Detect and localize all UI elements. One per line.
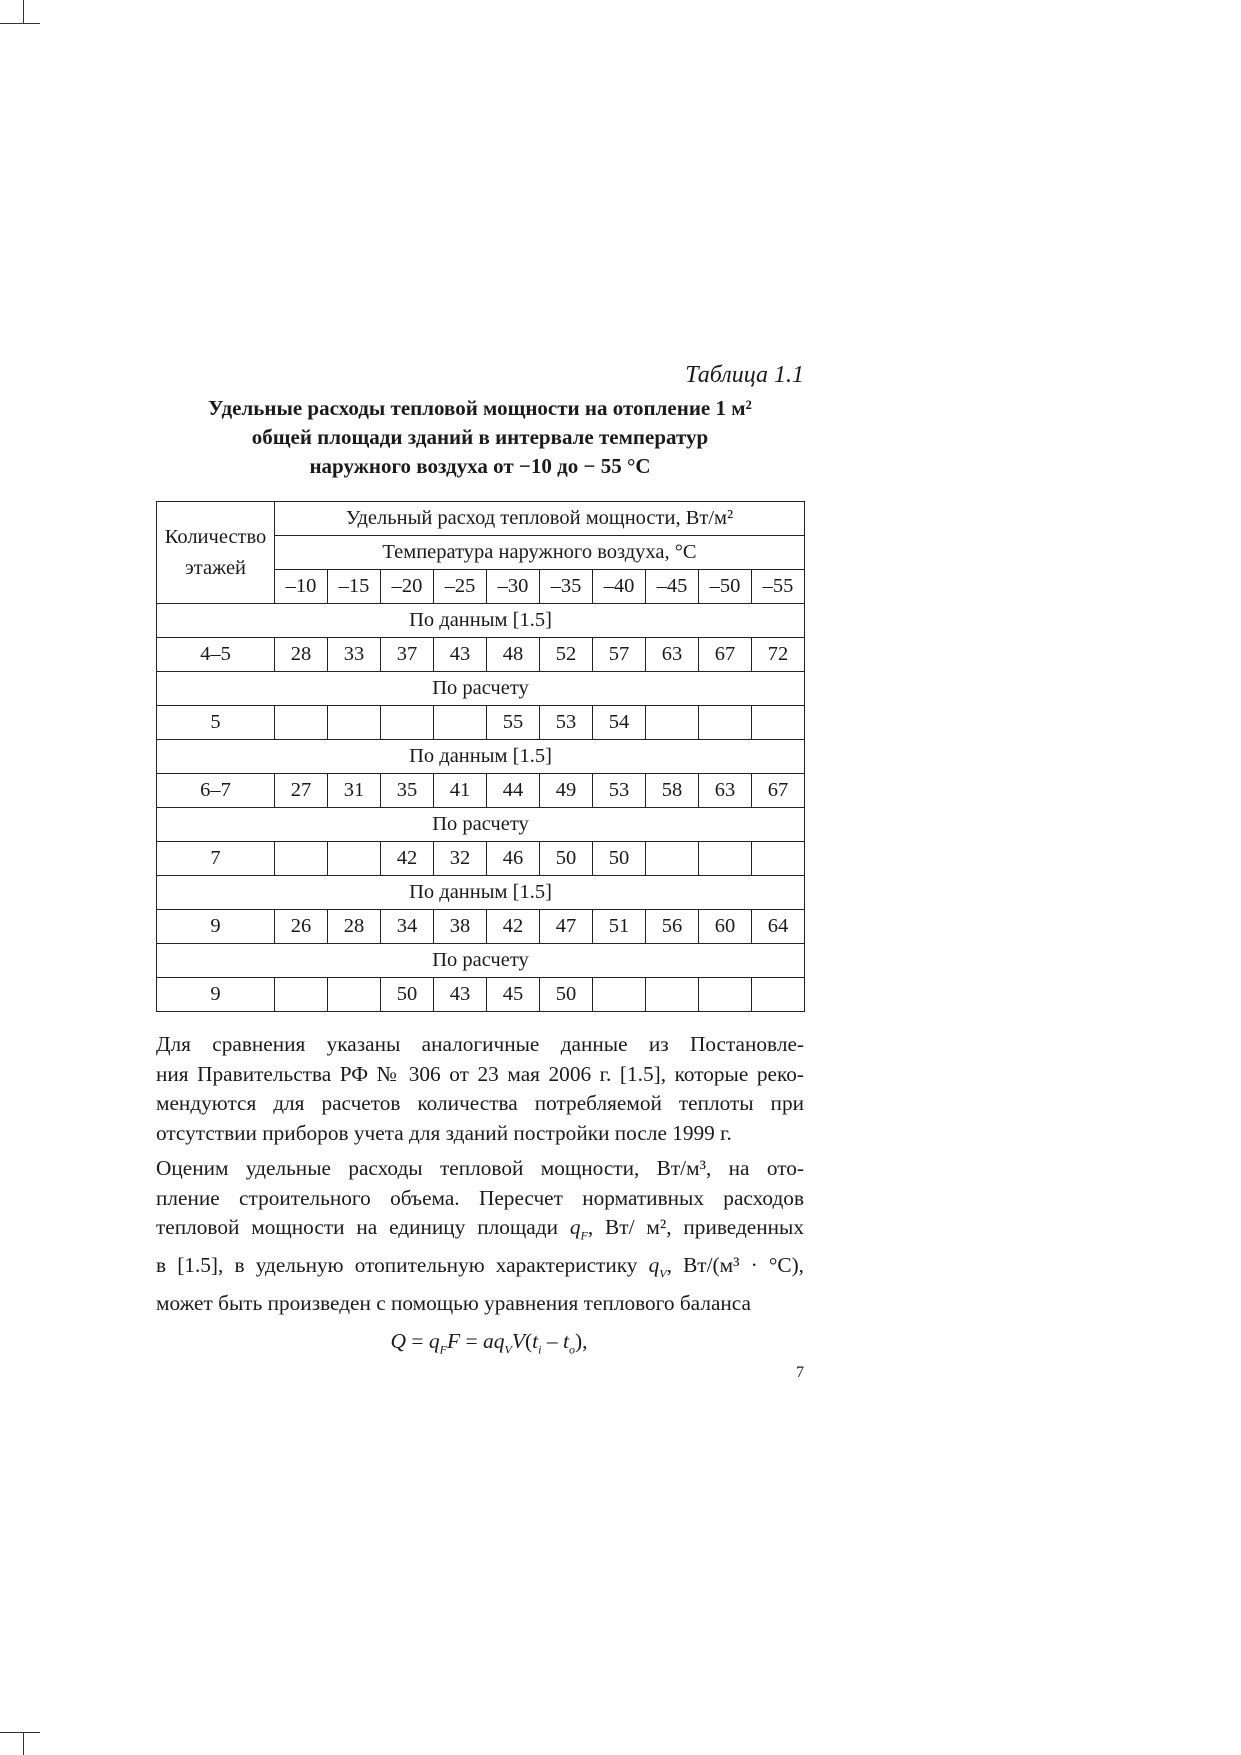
value-cell: 56 bbox=[646, 910, 699, 944]
value-cell bbox=[646, 706, 699, 740]
value-cell: 26 bbox=[275, 910, 328, 944]
value-cell bbox=[752, 842, 805, 876]
value-cell: 63 bbox=[646, 638, 699, 672]
value-cell: 33 bbox=[328, 638, 381, 672]
floors-cell: 9 bbox=[157, 978, 275, 1012]
value-cell: 27 bbox=[275, 774, 328, 808]
paragraph-2 bbox=[156, 1154, 804, 1318]
value-cell bbox=[328, 842, 381, 876]
value-cell: 51 bbox=[593, 910, 646, 944]
value-cell bbox=[646, 978, 699, 1012]
table-title-line-2: общей площади зданий в интервале температур bbox=[251, 425, 709, 449]
value-cell: 32 bbox=[434, 842, 487, 876]
section-row bbox=[157, 876, 805, 910]
p1-line-3: мендуются для расчетов количества потребляемой теплоты при bbox=[156, 1091, 804, 1115]
value-cell bbox=[699, 842, 752, 876]
table-title-line-3: наружного воздуха от −10 до − 55 °С bbox=[309, 454, 651, 478]
table-row bbox=[157, 638, 805, 672]
value-cell: 50 bbox=[540, 842, 593, 876]
section-label: По расчету bbox=[157, 672, 805, 706]
value-cell bbox=[752, 706, 805, 740]
section-label: По данным [1.5] bbox=[157, 876, 805, 910]
crop-mark-bottom-h bbox=[0, 1732, 40, 1733]
value-cell: 58 bbox=[646, 774, 699, 808]
value-cell: 41 bbox=[434, 774, 487, 808]
crop-mark-bottom-v bbox=[23, 1732, 24, 1755]
crop-mark-top-h bbox=[0, 23, 40, 24]
value-cell: 63 bbox=[699, 774, 752, 808]
table-label: Таблица 1.1 bbox=[685, 362, 804, 388]
section-label: По данным [1.5] bbox=[157, 604, 805, 638]
section-row bbox=[157, 944, 805, 978]
section-row bbox=[157, 808, 805, 842]
table-row bbox=[157, 910, 805, 944]
temp-col-header: –45 bbox=[646, 570, 699, 604]
value-cell: 34 bbox=[381, 910, 434, 944]
paragraph-1 bbox=[156, 1030, 804, 1148]
temp-col-header: –25 bbox=[434, 570, 487, 604]
p2-line-5: может быть произведен с помощью уравнения теплового баланса bbox=[156, 1290, 751, 1315]
value-cell: 49 bbox=[540, 774, 593, 808]
value-cell bbox=[699, 706, 752, 740]
table-row bbox=[157, 978, 805, 1012]
value-cell bbox=[275, 706, 328, 740]
value-cell: 67 bbox=[699, 638, 752, 672]
p2-line-2: пление строительного объема. Пересчет нормативных расходов bbox=[156, 1185, 804, 1210]
section-row bbox=[157, 672, 805, 706]
value-cell: 52 bbox=[540, 638, 593, 672]
value-cell bbox=[275, 978, 328, 1012]
temp-header: Температура наружного воздуха, °С bbox=[275, 536, 805, 570]
value-cell: 46 bbox=[487, 842, 540, 876]
heat-table bbox=[156, 501, 805, 1012]
value-cell: 45 bbox=[487, 978, 540, 1012]
table-row bbox=[157, 842, 805, 876]
value-cell bbox=[328, 706, 381, 740]
temp-col-header: –50 bbox=[699, 570, 752, 604]
value-cell: 53 bbox=[593, 774, 646, 808]
value-cell bbox=[752, 978, 805, 1012]
value-cell: 44 bbox=[487, 774, 540, 808]
floors-cell: 5 bbox=[157, 706, 275, 740]
section-label: По расчету bbox=[157, 944, 805, 978]
value-cell: 60 bbox=[699, 910, 752, 944]
value-cell: 54 bbox=[593, 706, 646, 740]
value-cell: 38 bbox=[434, 910, 487, 944]
p1-line-2: ния Правительства РФ № 306 от 23 мая 2006 г. [1.5], которые реко- bbox=[156, 1061, 804, 1086]
value-cell: 48 bbox=[487, 638, 540, 672]
value-cell bbox=[593, 978, 646, 1012]
value-cell: 57 bbox=[593, 638, 646, 672]
floors-cell: 9 bbox=[157, 910, 275, 944]
floors-header: Количество этажей bbox=[157, 502, 275, 604]
value-cell: 35 bbox=[381, 774, 434, 808]
temp-col-header: –55 bbox=[752, 570, 805, 604]
table-title-line-1: Удельные расходы тепловой мощности на отопление 1 м² bbox=[208, 396, 752, 420]
value-cell: 47 bbox=[540, 910, 593, 944]
temp-col-header: –15 bbox=[328, 570, 381, 604]
value-cell: 43 bbox=[434, 638, 487, 672]
value-cell: 50 bbox=[381, 978, 434, 1012]
value-cell: 42 bbox=[381, 842, 434, 876]
value-cell bbox=[381, 706, 434, 740]
section-row bbox=[157, 604, 805, 638]
temp-col-header: –30 bbox=[487, 570, 540, 604]
value-cell: 28 bbox=[328, 910, 381, 944]
value-cell: 55 bbox=[487, 706, 540, 740]
value-cell: 72 bbox=[752, 638, 805, 672]
table-row bbox=[157, 706, 805, 740]
page-content bbox=[156, 360, 804, 1382]
temp-col-header: –40 bbox=[593, 570, 646, 604]
value-cell: 50 bbox=[540, 978, 593, 1012]
value-cell: 28 bbox=[275, 638, 328, 672]
value-cell bbox=[646, 842, 699, 876]
p1-line-1: Для сравнения указаны аналогичные данные из Постановле- bbox=[156, 1032, 804, 1056]
value-cell bbox=[434, 706, 487, 740]
floors-cell: 4–5 bbox=[157, 638, 275, 672]
temp-col-header: –35 bbox=[540, 570, 593, 604]
section-row bbox=[157, 740, 805, 774]
value-cell bbox=[275, 842, 328, 876]
table-row bbox=[157, 774, 805, 808]
section-label: По данным [1.5] bbox=[157, 740, 805, 774]
p2-line-1: Оценим удельные расходы тепловой мощности, Вт/м³, на ото- bbox=[156, 1156, 804, 1180]
floors-cell: 7 bbox=[157, 842, 275, 876]
value-cell: 64 bbox=[752, 910, 805, 944]
value-cell: 42 bbox=[487, 910, 540, 944]
value-cell bbox=[699, 978, 752, 1012]
section-label: По расчету bbox=[157, 808, 805, 842]
page-number: 7 bbox=[796, 1364, 804, 1381]
spec-header: Удельный расход тепловой мощности, Вт/м² bbox=[275, 502, 805, 536]
value-cell: 50 bbox=[593, 842, 646, 876]
p1-line-4: отсутствии приборов учета для зданий постройки после 1999 г. bbox=[156, 1120, 732, 1145]
floors-cell: 6–7 bbox=[157, 774, 275, 808]
crop-mark-top-v bbox=[23, 0, 24, 23]
value-cell: 43 bbox=[434, 978, 487, 1012]
value-cell: 31 bbox=[328, 774, 381, 808]
value-cell: 67 bbox=[752, 774, 805, 808]
value-cell: 37 bbox=[381, 638, 434, 672]
p2-line-3: тепловой мощности на единицу площади $q_F$, Вт/ м², приведенных bbox=[156, 1215, 804, 1243]
table-title bbox=[156, 394, 804, 481]
temp-col-header: –20 bbox=[381, 570, 434, 604]
value-cell bbox=[328, 978, 381, 1012]
temp-col-header: –10 bbox=[275, 570, 328, 604]
heat-balance-formula: $Q = q_FF = aq_VV(t_i - t_о)$, bbox=[390, 1329, 588, 1357]
value-cell: 53 bbox=[540, 706, 593, 740]
p2-line-4: в [1.5], в удельную отопительную характеристику $q_V$, Вт/(м³ · °С), bbox=[156, 1252, 804, 1280]
